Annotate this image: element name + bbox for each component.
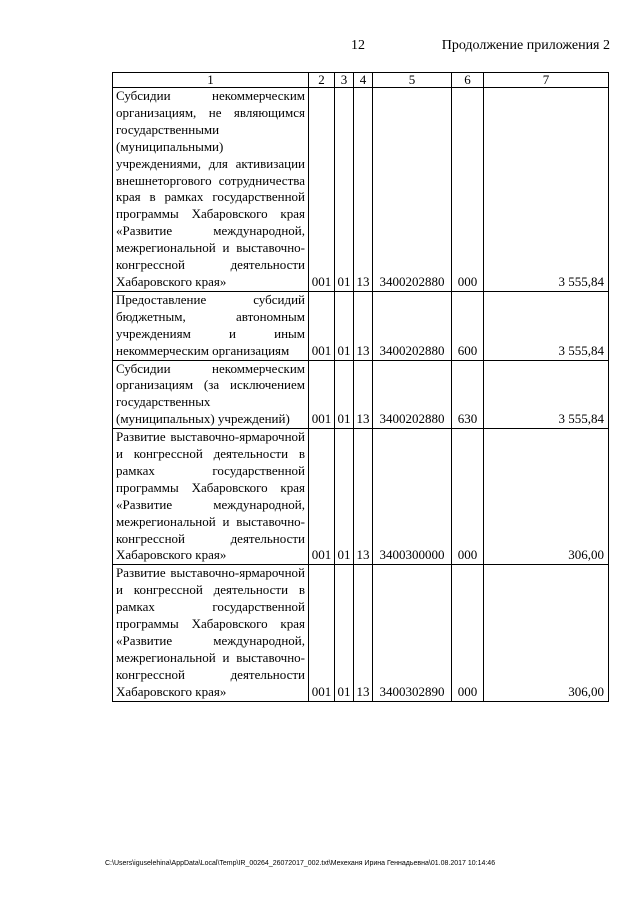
target-article-cell: 3400202880 — [373, 360, 452, 429]
row-name-cell: Субсидии некоммерческим организациям (за исключением государственных (муниципальных) учреждений) — [113, 360, 309, 429]
table-header-row — [113, 73, 609, 88]
subsection-cell: 13 — [354, 291, 373, 360]
column-header: 2 — [309, 73, 335, 88]
expense-type-cell: 600 — [452, 291, 484, 360]
target-article-cell: 3400302890 — [373, 565, 452, 701]
section-cell: 01 — [335, 291, 354, 360]
amount-cell: 306,00 — [484, 565, 609, 701]
table-row — [113, 565, 609, 701]
subsection-cell: 13 — [354, 88, 373, 292]
row-name-cell: Субсидии некоммерческим организациям, не являющимся государственными (муниципальными) учреждениями, для активизации внешнеторгового сотрудничества края в рамках государственной программы Хабаровского края «Развитие международной, межрегиональной и выставочно-конгрессной деятельности Хабаровского края» — [113, 88, 309, 292]
column-header: 7 — [484, 73, 609, 88]
table-row — [113, 88, 609, 292]
target-article-cell: 3400300000 — [373, 429, 452, 565]
page-number: 12 — [351, 38, 365, 53]
subsection-cell: 13 — [354, 429, 373, 565]
amount-cell: 3 555,84 — [484, 291, 609, 360]
column-header: 4 — [354, 73, 373, 88]
running-title: Продолжение приложения 2 — [441, 38, 610, 53]
expense-type-cell: 000 — [452, 429, 484, 565]
expense-type-cell: 630 — [452, 360, 484, 429]
footer-file-path: C:\Users\iguselehina\AppData\Local\Temp\IR_00264_26072017_002.txt\Мехеханя Ирина Геннадьевна\01.08.2017 10:14:46 — [105, 860, 496, 867]
row-name-cell: Развитие выставочно-ярмарочной и конгрессной деятельности в рамках государственной программы Хабаровского края «Развитие международной, межрегиональной и выставочно-конгрессной деятельности Хабаровского края» — [113, 429, 309, 565]
section-cell: 01 — [335, 429, 354, 565]
admin-code-cell: 001 — [309, 429, 335, 565]
amount-cell: 3 555,84 — [484, 88, 609, 292]
column-header: 3 — [335, 73, 354, 88]
admin-code-cell: 001 — [309, 565, 335, 701]
amount-cell: 3 555,84 — [484, 360, 609, 429]
expense-type-cell: 000 — [452, 88, 484, 292]
target-article-cell: 3400202880 — [373, 88, 452, 292]
section-cell: 01 — [335, 360, 354, 429]
row-name-cell: Предоставление субсидий бюджетным, автономным учреждениям и иным некоммерческим организациям — [113, 291, 309, 360]
expense-type-cell: 000 — [452, 565, 484, 701]
admin-code-cell: 001 — [309, 360, 335, 429]
admin-code-cell: 001 — [309, 88, 335, 292]
column-header: 5 — [373, 73, 452, 88]
table-row — [113, 360, 609, 429]
section-cell: 01 — [335, 565, 354, 701]
column-header: 6 — [452, 73, 484, 88]
budget-table — [112, 72, 609, 702]
admin-code-cell: 001 — [309, 291, 335, 360]
subsection-cell: 13 — [354, 360, 373, 429]
subsection-cell: 13 — [354, 565, 373, 701]
table-row — [113, 429, 609, 565]
row-name-cell: Развитие выставочно-ярмарочной и конгрессной деятельности в рамках государственной программы Хабаровского края «Развитие международной, межрегиональной и выставочно-конгрессной деятельности Хабаровского края» — [113, 565, 309, 701]
target-article-cell: 3400202880 — [373, 291, 452, 360]
column-header: 1 — [113, 73, 309, 88]
section-cell: 01 — [335, 88, 354, 292]
table-row — [113, 291, 609, 360]
amount-cell: 306,00 — [484, 429, 609, 565]
